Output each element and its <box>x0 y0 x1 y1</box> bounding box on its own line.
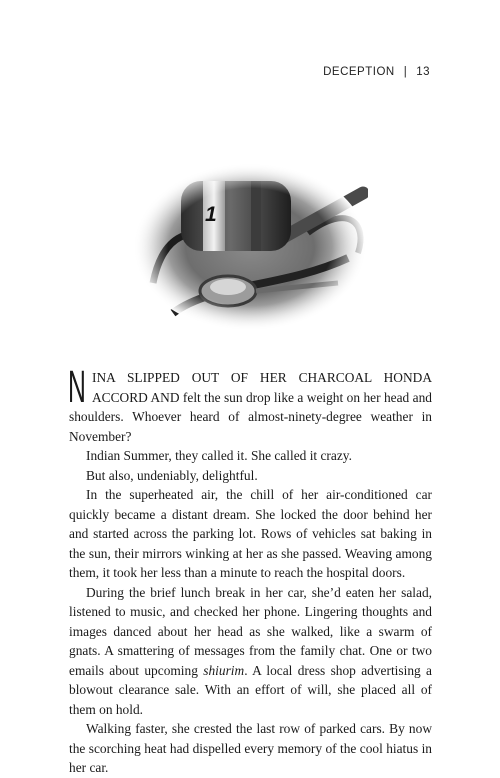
running-head <box>323 66 430 78</box>
paragraph-4: In the superheated air, the chill of her air-conditioned car quickly became a distant dream. She locked the door behind her and started across the parking lot. Rows of vehicles sat baking in the sun, their mirrors winking at her as she passed. Weaving among them, it took her less than a minute to reach the hospital doors. <box>69 487 432 580</box>
page-number: 13 <box>416 66 430 78</box>
opening-smallcaps: INA SLIPPED OUT OF HER CHARCOAL HONDA ACCORD AND <box>92 370 432 405</box>
paragraph-2: Indian Summer, they called it. She called it crazy. <box>86 448 352 463</box>
paragraph-3: But also, undeniably, delightful. <box>86 467 258 483</box>
paragraph-1 <box>68 361 432 446</box>
paragraph-5-part-a: During the brief lunch break in her car, she’d eaten her salad, listened to music, and checked her phone. Lingering thoughts and images danced about her head as she walked, like a swarm of gnats. A smattering of messages from the family chat. One or two emails about upcoming <box>69 584 432 678</box>
paragraph-5 <box>69 583 432 720</box>
book-title: DECEPTION <box>323 66 395 78</box>
gavel-stethoscope-illustration <box>133 163 368 331</box>
header-separator: | <box>403 66 408 78</box>
italic-word: shiurim <box>203 662 245 678</box>
paragraph-5-part-b: . A local dress shop advertising a blowout clearance sale. With an effort of will, she placed all of them on hold. <box>69 662 432 717</box>
paragraph-6: Walking faster, she crested the last row of parked cars. By now the scorching heat had dispelled every memory of the cool hiatus in her car. <box>69 721 432 775</box>
chapter-number: 1 <box>205 203 217 226</box>
body-text <box>68 361 432 778</box>
opening-rest: felt the sun drop like a weight on her head and shoulders. Whoever heard of almost-ninety-degree weather in November? <box>69 389 432 444</box>
drop-cap: N <box>68 361 86 412</box>
